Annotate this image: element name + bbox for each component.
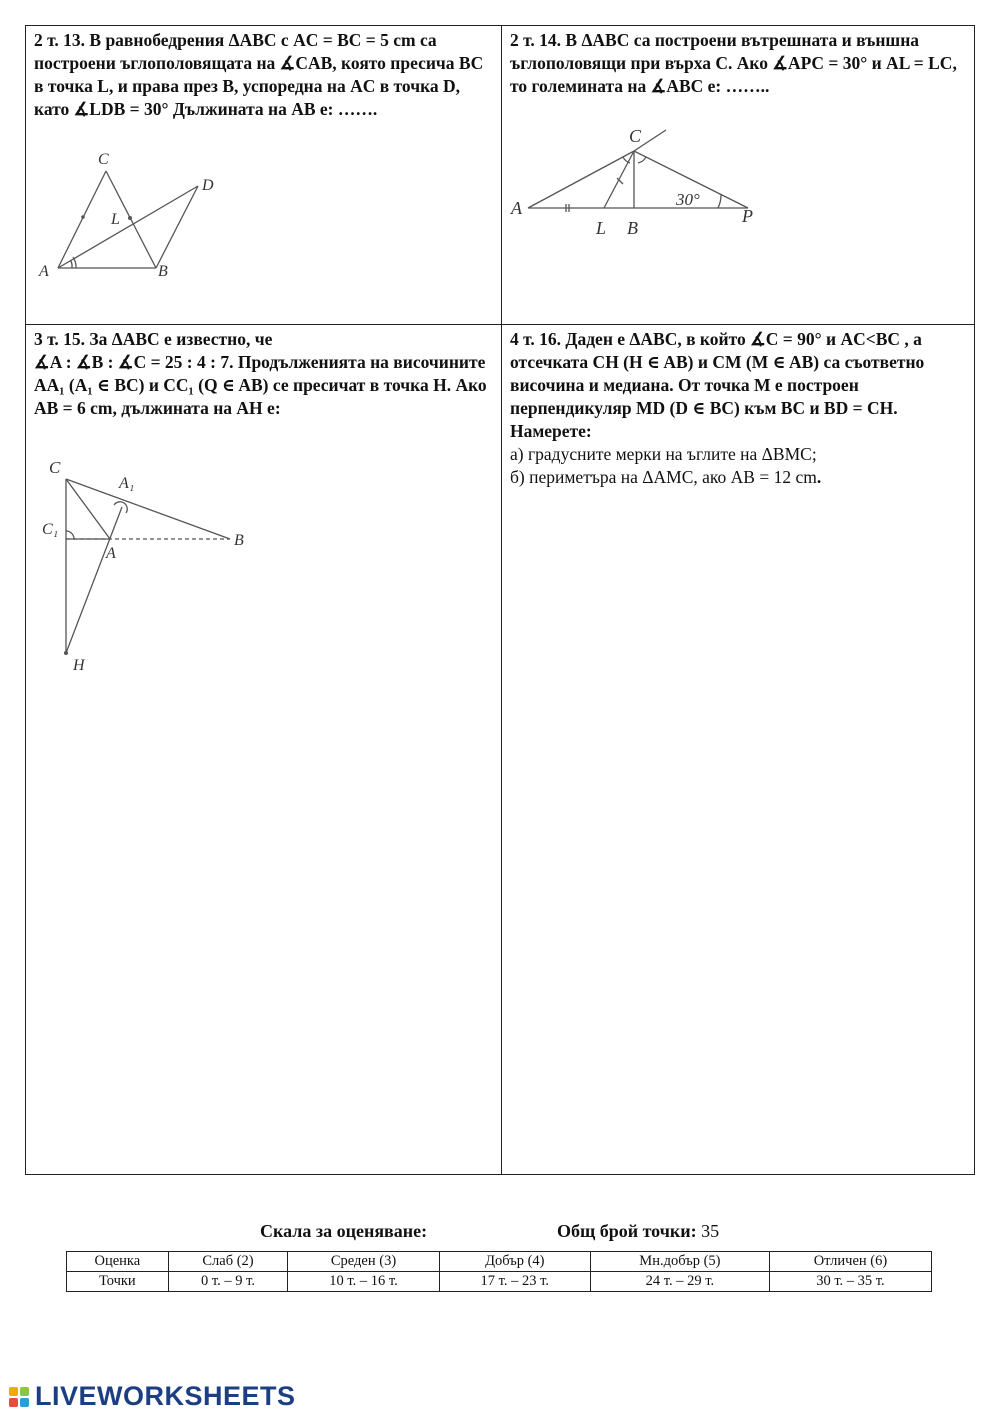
table-cell: 10 т. – 16 т. (288, 1272, 439, 1292)
fig14-label-c: C (629, 126, 642, 146)
task-16-cell (501, 324, 975, 1174)
task-15-line-2: ∡A : ∡B : ∡C = 25 : 4 : 7. Продълженията на височините AA₁ (A₁ ∈ BC) и CC₁ (Q ∈ AB) се пресичат в точка H. Ако AB = 6 cm, дължината на AH е: (34, 352, 487, 418)
fig14-angle-label: 30° (676, 190, 700, 209)
fig13-label-d: D (202, 177, 214, 194)
fig14-label-a: A (511, 198, 522, 218)
liveworksheets-logo-icon (8, 1386, 30, 1408)
scale-total-label: Общ брой точки: (557, 1221, 697, 1241)
fig15-label-c1: C₁ (42, 521, 59, 538)
scale-total-value: 35 (701, 1221, 720, 1241)
task-13-figure (36, 144, 246, 294)
fig15-label-b: B (234, 532, 244, 549)
task-16-sub-a: а) градусните мерки на ъглите на ΔBMC; (510, 444, 817, 464)
task-16-sub-b (510, 466, 967, 489)
task-14-figure (510, 118, 780, 243)
task-15-figure (40, 457, 270, 697)
fig15-label-a1: A₁ (119, 475, 135, 492)
table-cell: 0 т. – 9 т. (168, 1272, 288, 1292)
scale-total (557, 1219, 719, 1243)
table-header-cell: Среден (3) (288, 1252, 439, 1272)
liveworksheets-logo-text: LIVEWORKSHEETS (35, 1381, 296, 1411)
task-16-sub-b-text: б) периметъра на ΔAMC, ако AB = 12 cm (510, 467, 817, 487)
table-cell: 30 т. – 35 т. (769, 1272, 931, 1292)
task-13-cell (26, 26, 501, 324)
table-header-cell: Мн.добър (5) (590, 1252, 769, 1272)
fig14-label-p: P (742, 206, 753, 226)
table-cell: 24 т. – 29 т. (590, 1272, 769, 1292)
task-14-cell (501, 26, 975, 324)
fig13-label-a: A (39, 263, 49, 280)
task-14-text: 2 т. 14. В ΔABC са построени вътрешната и външна ъглополовящи при върха C. Ако ∡APC = 30° и AL = LC, то големината на ∡ABC е: …….. (510, 30, 957, 96)
table-header-cell: Оценка (67, 1252, 169, 1272)
table-header-cell: Слаб (2) (168, 1252, 288, 1272)
table-cell: Точки (67, 1272, 169, 1292)
table-row (67, 1252, 932, 1272)
table-header-cell: Отличен (6) (769, 1252, 931, 1272)
liveworksheets-logo[interactable] (8, 1381, 296, 1412)
grading-table (66, 1251, 932, 1292)
fig15-label-h: H (73, 657, 85, 674)
task-15-line-1: 3 т. 15. За ΔABC е известно, че (34, 329, 273, 349)
fig13-label-c: C (98, 151, 109, 168)
tasks-grid (25, 25, 975, 1175)
fig13-label-b: B (158, 263, 168, 280)
task-16-text: 4 т. 16. Даден е ΔABC, в който ∡C = 90° и AC<BC , а отсечката CH (H ∈ AB) и CM (M ∈ AB) са съответно височина и медиана. От точка M е построен перпендикуляр MD (D ∈ BC) към BC и BD = CH. Намерете: (510, 329, 925, 441)
task-13-text: 2 т. 13. В равнобедрения ΔABC с AC = BC = 5 cm са построени ъглополовящата на ∡CAB, която пресича BC в точка L, и права през B, успоредна на AC в точка D, като ∡LDB = 30° Дължината на AB е: ……. (34, 30, 484, 119)
fig15-label-a: A (106, 545, 116, 562)
fig14-label-l: L (596, 218, 607, 238)
task-15-cell (26, 324, 501, 1174)
fig14-label-b: B (627, 218, 638, 238)
table-row (67, 1272, 932, 1292)
fig15-label-c: C (49, 458, 61, 477)
task-16-sub-b-period: . (816, 467, 822, 487)
table-cell: 17 т. – 23 т. (439, 1272, 590, 1292)
table-header-cell: Добър (4) (439, 1252, 590, 1272)
scale-label: Скала за оценяване: (260, 1221, 428, 1241)
fig13-label-l: L (111, 211, 120, 228)
